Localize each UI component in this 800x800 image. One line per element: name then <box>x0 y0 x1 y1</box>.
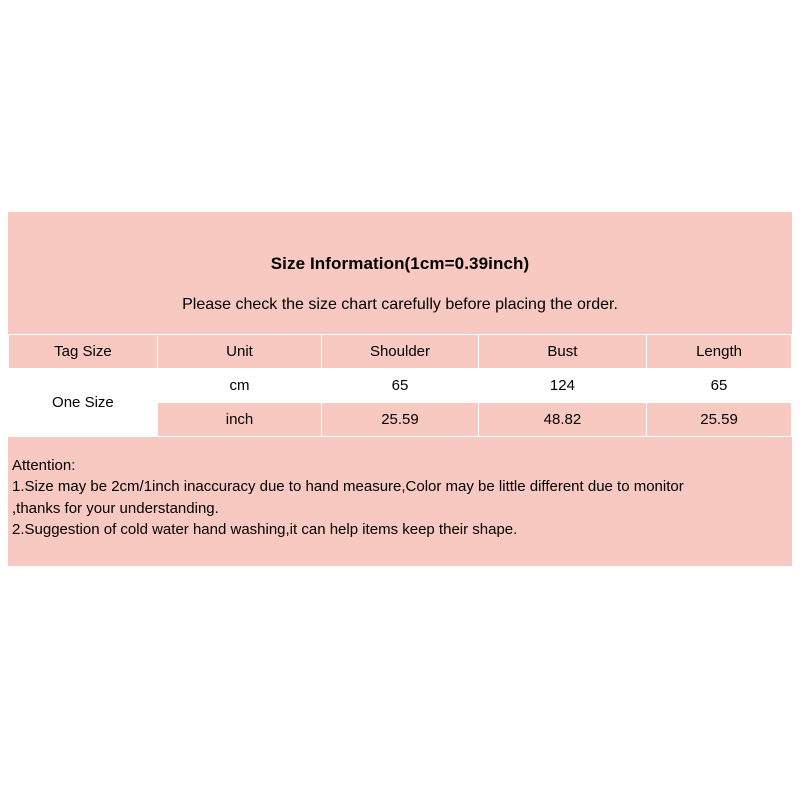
column-header-length: Length <box>647 335 792 369</box>
attention-block <box>8 437 792 566</box>
cell-length-cm: 65 <box>647 369 792 403</box>
column-header-tag-size: Tag Size <box>9 335 158 369</box>
column-header-unit: Unit <box>157 335 321 369</box>
table-head <box>9 335 792 369</box>
attention-line-1: 1.Size may be 2cm/1inch inaccuracy due to hand measure,Color may be little different due to monitor <box>12 478 684 496</box>
cell-bust-inch: 48.82 <box>478 403 646 437</box>
chart-subtitle: Please check the size chart carefully before placing the order. <box>182 296 618 313</box>
cell-shoulder-inch: 25.59 <box>322 403 479 437</box>
table-body <box>9 369 792 437</box>
table-header-row <box>9 335 792 369</box>
attention-line-2: ,thanks for your understanding. <box>12 499 219 517</box>
cell-bust-cm: 124 <box>478 369 646 403</box>
attention-line-3: 2.Suggestion of cold water hand washing,it can help items keep their shape. <box>12 520 518 538</box>
cell-tag-size: One Size <box>9 369 158 437</box>
attention-title: Attention: <box>12 457 76 474</box>
cell-unit-cm: cm <box>157 369 321 403</box>
column-header-bust: Bust <box>478 335 646 369</box>
chart-header <box>8 212 792 334</box>
table-row <box>9 369 792 403</box>
cell-unit-inch: inch <box>157 403 321 437</box>
size-table <box>8 334 792 437</box>
cell-length-inch: 25.59 <box>647 403 792 437</box>
column-header-shoulder: Shoulder <box>322 335 479 369</box>
page-title: Size Information(1cm=0.39inch) <box>270 254 530 273</box>
size-chart-card <box>8 212 792 566</box>
cell-shoulder-cm: 65 <box>322 369 479 403</box>
